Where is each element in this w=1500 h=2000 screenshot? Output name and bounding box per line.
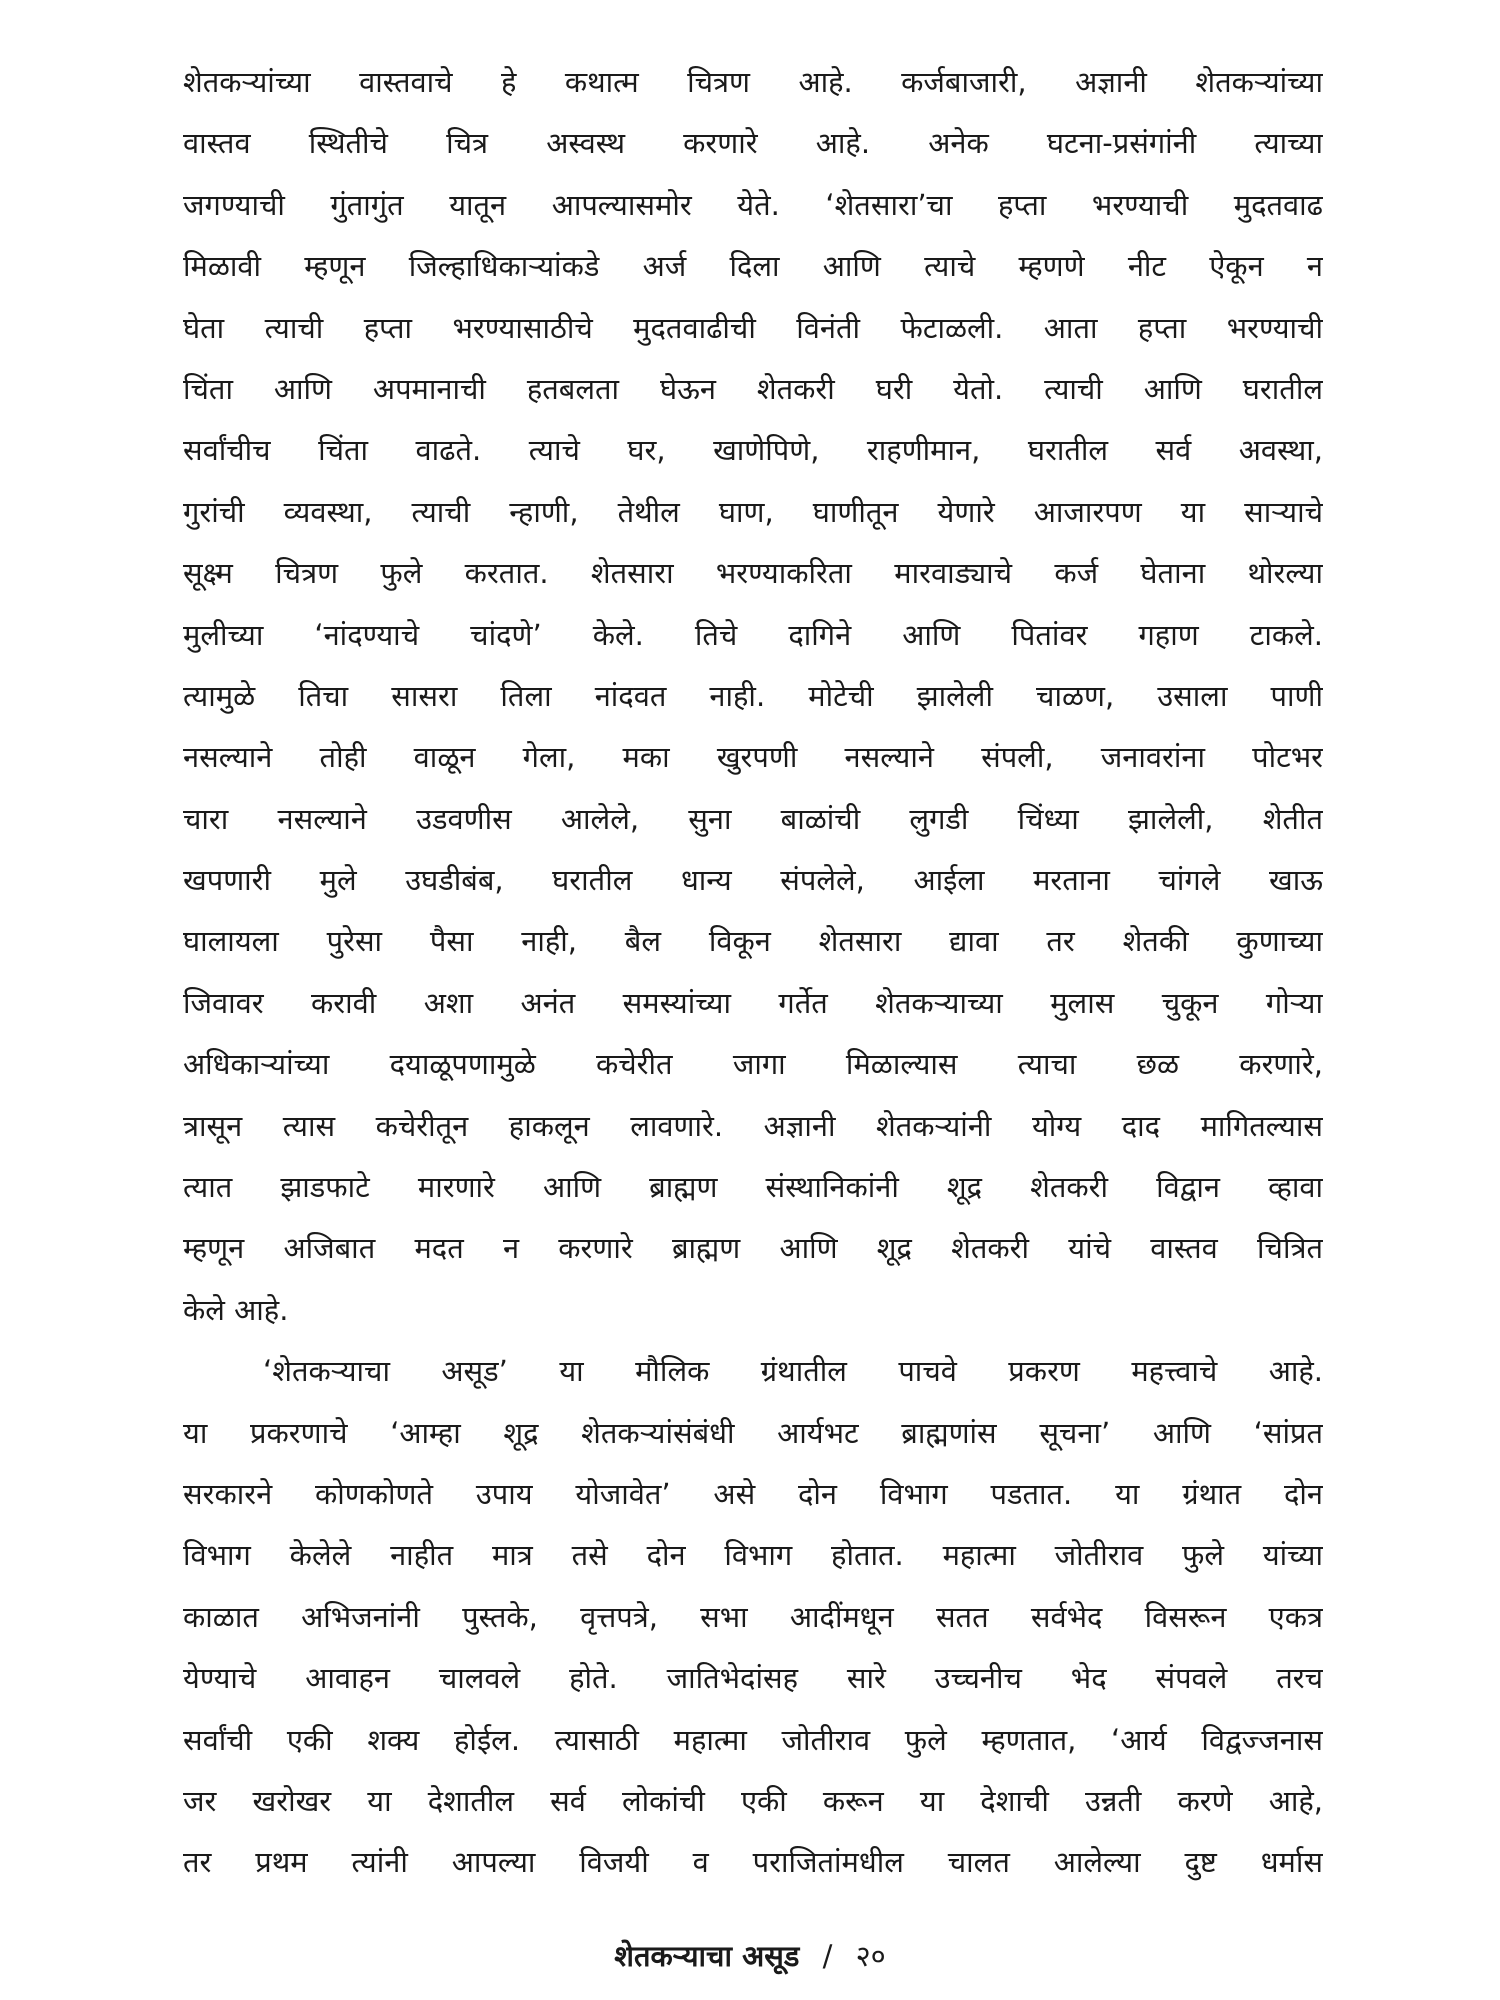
paragraph-2	[183, 1341, 1323, 1894]
text-line: केले आहे.	[183, 1292, 289, 1327]
text-line: ‘शेतकऱ्याचा असूड’ या मौलिक ग्रंथातील पाचवे प्रकरण महत्त्वाचे आहे.	[263, 1354, 1323, 1389]
text-line: जिवावर करावी अशा अनंत समस्यांच्या गर्तेत शेतकऱ्याच्या मुलास चुकून गोऱ्या	[183, 985, 1323, 1020]
body-text	[183, 52, 1323, 1894]
text-line: काळात अभिजनांनी पुस्तके, वृत्तपत्रे, सभा आदींमधून सतत सर्वभेद विसरून एकत्र	[183, 1599, 1323, 1634]
text-line: त्रासून त्यास कचेरीतून हाकलून लावणारे. अज्ञानी शेतकऱ्यांनी योग्य दाद मागितल्यास	[183, 1108, 1323, 1143]
text-line: मुलीच्या ‘नांदण्याचे चांदणे’ केले. तिचे दागिने आणि पितांवर गहाण टाकले.	[183, 617, 1323, 652]
text-line: तर प्रथम त्यांनी आपल्या विजयी व पराजितांमधील चालत आलेल्या दुष्ट धर्मास	[183, 1845, 1323, 1880]
text-line: जगण्याची गुंतागुंत यातून आपल्यासमोर येते. ‘शेतसारा’चा हप्ता भरण्याची मुदतवाढ	[183, 187, 1323, 222]
text-line: शेतकऱ्यांच्या वास्तवाचे हे कथात्म चित्रण आहे. कर्जबाजारी, अज्ञानी शेतकऱ्यांच्या	[183, 65, 1323, 99]
page-number: २०	[855, 1939, 886, 1973]
text-line: म्हणून अजिबात मदत न करणारे ब्राह्मण आणि शूद्र शेतकरी यांचे वास्तव चित्रित	[183, 1231, 1323, 1266]
text-line: नसल्याने तोही वाळून गेला, मका खुरपणी नसल्याने संपली, जनावरांना पोटभर	[183, 740, 1323, 775]
text-line: गुरांची व्यवस्था, त्याची न्हाणी, तेथील घाण, घाणीतून येणारे आजारपण या साऱ्याचे	[183, 494, 1323, 529]
footer-separator: /	[822, 1939, 833, 1973]
text-line: खपणारी मुले उघडीबंब, घरातील धान्य संपलेले, आईला मरताना चांगले खाऊ	[183, 863, 1323, 898]
text-line: सर्वांचीच चिंता वाढते. त्याचे घर, खाणेपिणे, राहणीमान, घरातील सर्व अवस्था,	[183, 433, 1323, 468]
text-line: येण्याचे आवाहन चालवले होते. जातिभेदांसह सारे उच्चनीच भेद संपवले तरच	[183, 1661, 1323, 1696]
text-line: त्यामुळे तिचा सासरा तिला नांदवत नाही. मोटेची झालेली चाळण, उसाला पाणी	[183, 678, 1323, 713]
text-line: अधिकाऱ्यांच्या दयाळूपणामुळे कचेरीत जागा मिळाल्यास त्याचा छळ करणारे,	[183, 1047, 1323, 1082]
text-line: विभाग केलेले नाहीत मात्र तसे दोन विभाग होतात. महात्मा जोतीराव फुले यांच्या	[183, 1538, 1323, 1573]
text-line: सर्वांची एकी शक्य होईल. त्यासाठी महात्मा जोतीराव फुले म्हणतात, ‘आर्य विद्वज्जनास	[183, 1722, 1323, 1757]
text-line: सरकारने कोणकोणते उपाय योजावेत’ असे दोन विभाग पडतात. या ग्रंथात दोन	[183, 1476, 1323, 1511]
page-footer	[0, 1936, 1500, 1976]
text-line: जर खरोखर या देशातील सर्व लोकांची एकी करून या देशाची उन्नती करणे आहे,	[183, 1783, 1323, 1818]
text-line: चिंता आणि अपमानाची हतबलता घेऊन शेतकरी घरी येतो. त्याची आणि घरातील	[183, 371, 1323, 406]
paragraph-1	[183, 52, 1323, 1341]
text-line: घेता त्याची हप्ता भरण्यासाठीचे मुदतवाढीची विनंती फेटाळली. आता हप्ता भरण्याची	[183, 310, 1323, 345]
footer-book-title: शेतकऱ्याचा असूड	[614, 1939, 800, 1973]
text-line: वास्तव स्थितीचे चित्र अस्वस्थ करणारे आहे. अनेक घटना-प्रसंगांनी त्याच्या	[183, 126, 1323, 161]
text-line: सूक्ष्म चित्रण फुले करतात. शेतसारा भरण्याकरिता मारवाड्याचे कर्ज घेताना थोरल्या	[183, 556, 1323, 591]
text-line: या प्रकरणाचे ‘आम्हा शूद्र शेतकऱ्यांसंबंधी आर्यभट ब्राह्मणांस सूचना’ आणि ‘सांप्रत	[183, 1415, 1323, 1450]
text-line: घालायला पुरेसा पैसा नाही, बैल विकून शेतसारा द्यावा तर शेतकी कुणाच्या	[183, 924, 1323, 959]
text-line: मिळावी म्हणून जिल्हाधिकाऱ्यांकडे अर्ज दिला आणि त्याचे म्हणणे नीट ऐकून न	[183, 249, 1323, 284]
text-line: त्यात झाडफाटे मारणारे आणि ब्राह्मण संस्थानिकांनी शूद्र शेतकरी विद्वान व्हावा	[183, 1170, 1323, 1205]
text-line: चारा नसल्याने उडवणीस आलेले, सुना बाळांची लुगडी चिंध्या झालेली, शेतीत	[183, 801, 1323, 836]
